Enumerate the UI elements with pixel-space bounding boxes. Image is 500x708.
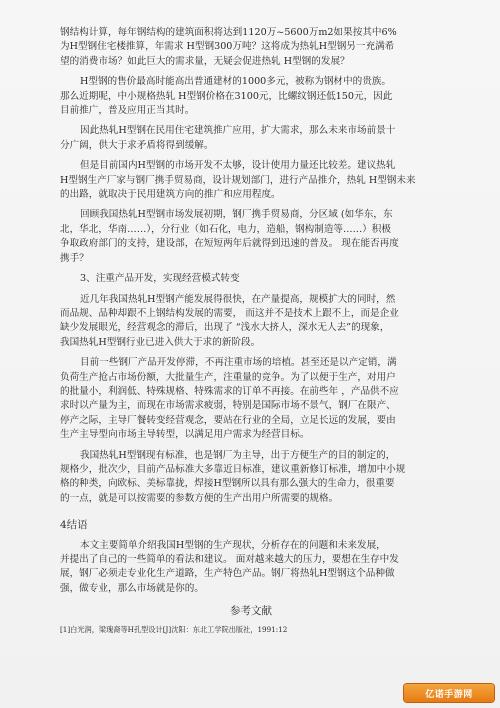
lines-line: H型钢的售价最高时能高出普通建材的1000多元，被称为钢材中的贵族。	[80, 76, 391, 88]
lines-line: 那么近期呢，中小规格热轧 H型钢价格在3100元，比螺纹钢还低150元，因此	[60, 90, 393, 102]
lines-line: 分广阔，供大于求矛盾将得到缓解。	[60, 139, 214, 151]
conclusion_lines-line: 展，钢厂必须走专业化生产道路，生产特色产品。钢厂将热轧H型钢这个品种做	[60, 568, 395, 580]
conclusion_lines-line: 强，做专业，那么市场就是你的。	[60, 582, 204, 594]
references-heading: 参考文献	[230, 605, 272, 618]
conclusion-heading: 4结语	[60, 519, 88, 532]
lines-line: 望的消费市场？如此巨大的需求量，无疑会促进热轧 H型钢的发展？	[60, 55, 350, 67]
site-watermark-logo: 亿诺手游网	[404, 684, 494, 702]
lines-line: 争取政府部门的支持，建设部，在短短两年后就得到迅速的普及。 现在能否再度	[60, 238, 399, 250]
lines-line: 停产之际，主导厂餐转变经营观念，要站在行业的全局，立足长远的发展，要由	[60, 414, 396, 426]
lines-line: 为H型钢住宅楼推算，年需求 H型钢300万吨？这将成为热轧H型钢另一充满希	[60, 41, 395, 53]
lines-line: 的批量小，利润低、特殊规格、特殊需求的订单不再接。在前些年 ，产品供不应	[60, 385, 399, 397]
lines-line: 而品规、品种却跟不上钢结构发展的需要， 而这并不是技术上跟不上，而是企业	[60, 307, 399, 319]
lines-line: 北，华北，华南……），分行业（如石化，电力，造船，钢构制造等……）积极	[60, 223, 391, 235]
lines-line: 我国热轧H型钢现有标准，也是钢厂为主导，出于方便生产的目的制定的，	[80, 449, 396, 461]
lines-line: H型钢生产厂家与钢厂携手贸易商，设计规划部门，进行产品推介，热轧 H型钢未来	[60, 174, 416, 186]
references-list	[60, 625, 442, 635]
lines-line: 目前推广，普及应用正当其时。	[60, 105, 195, 117]
lines-line: 但是目前国内H型钢的市场开发不太够，设计使用力量还比较差。建议热轧	[80, 160, 396, 172]
lines-line: 格的种类，向欧标、美标靠拢，焊接H型钢所以具有那么强大的生命力，很重要	[60, 478, 395, 490]
conclusion_lines-line: 本文主要简单介绍我国H型钢的生产现状，分析存在的问题和未来发展，	[80, 539, 386, 551]
lines-line: 近几年我国热轧H型钢产能发展得很快，在产量提高，规模扩大的同时，然	[80, 293, 396, 305]
lines-line: 钢结构计算，每年钢结构的建筑面积将达到1120万~5600万m2如果按其中6%	[60, 27, 397, 38]
lines-line: 因此热轧H型钢在民用住宅建筑推广应用，扩大需求，那么未来市场前景十	[80, 125, 396, 137]
lines-line: 携手？	[60, 252, 89, 264]
lines-line: 3、注重产品开发，实现经营模式转变	[80, 273, 240, 285]
lines-line: 回顾我国热轧H型钢市场发展初期，钢厂携手贸易商，分区域 (如华东，东	[80, 209, 393, 221]
conclusion-paragraph	[60, 539, 442, 597]
lines-line: 我国热轧H型钢行业已进入供大于求的新阶段。	[60, 336, 261, 348]
conclusion_lines-line: 并提出了自己的一些简单的看法和建议。 面对越来越大的压力，要想在生存中发	[60, 554, 399, 565]
lines-line: 规格少，批次少，目前产品标准大多靠近日标准，建议重新修订标准，增加中小规	[60, 463, 406, 475]
document-body	[60, 26, 442, 635]
lines-line: 缺少发展眼光，经营观念的滞后，出现了 “浅水大挤人，深水无人去”的现象，	[60, 322, 390, 334]
lines-line: 生产主导型向市场主导转型，以满足用户需求为经营目标。	[60, 429, 310, 441]
lines-line: 的出路，就取决于民用建筑方向的推广和应用程度。	[60, 189, 281, 201]
lines-line: 目前一些钢厂产品开发停滞，不再注重市场的培植。甚至还是以产定销，满	[80, 357, 397, 369]
reference-item: [1]白光润，梁瑰裔等H孔型设计[J]沈阳：东北工学院出版社，1991:12	[60, 624, 288, 634]
lines-line: 求时以产量为主，而现在市场需求疲弱，特别是国际市场不景气，钢厂在限产、	[60, 400, 396, 412]
lines-line: 的一点，就是可以按需要的参数方便的生产出用户所需要的规格。	[60, 492, 339, 504]
body-paragraphs	[60, 26, 442, 506]
lines-line: 负荷生产抢占市场份额，大批量生产，注重量的竞争。为了以便于生产，对用户	[60, 371, 396, 383]
